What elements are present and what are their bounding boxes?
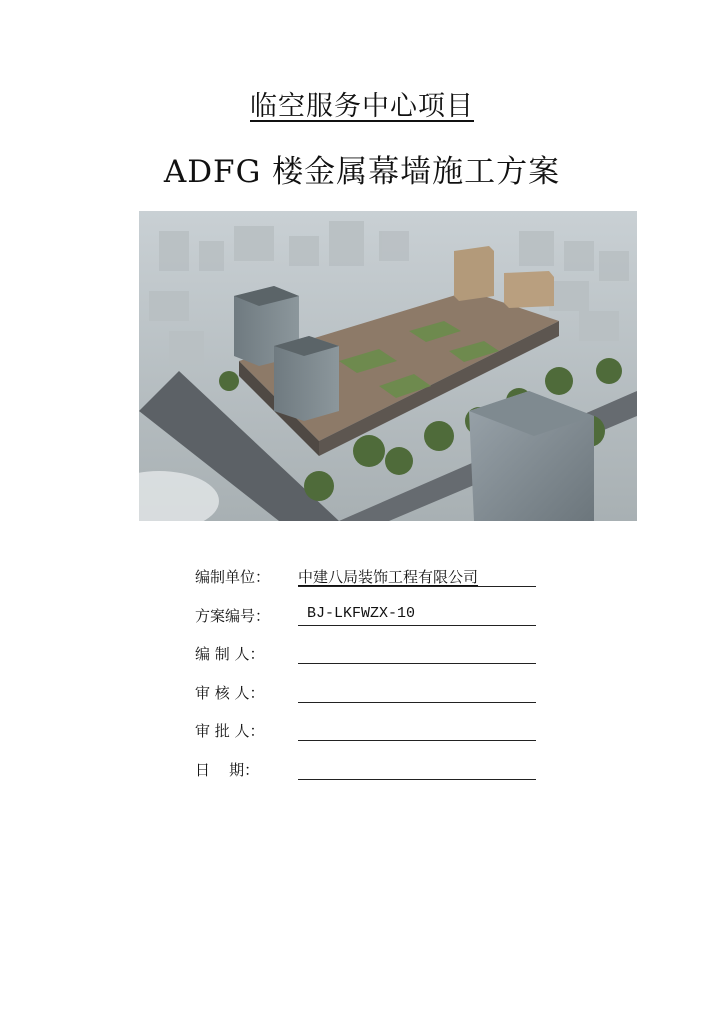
info-label: 编制单位： bbox=[195, 568, 271, 586]
project-title bbox=[0, 84, 724, 123]
project-title-text: 临空服务中心项目 bbox=[250, 91, 474, 122]
approver-field bbox=[298, 720, 536, 741]
document-info-form bbox=[195, 566, 540, 797]
architectural-rendering-image bbox=[139, 211, 637, 521]
info-row-reviewer bbox=[195, 682, 540, 721]
info-row-date bbox=[195, 759, 540, 798]
info-label: 审 批 人： bbox=[195, 722, 265, 740]
plan-number-value: BJ-LKFWZX-10 bbox=[298, 604, 416, 622]
info-label: 方案编号： bbox=[195, 606, 271, 625]
reviewer-field bbox=[298, 682, 536, 703]
date-field bbox=[298, 759, 536, 780]
info-row-compiler bbox=[195, 643, 540, 682]
info-row-approver bbox=[195, 720, 540, 759]
info-row-compiling-unit bbox=[195, 566, 540, 605]
compiler-field bbox=[298, 643, 536, 664]
info-label: 编 制 人： bbox=[195, 645, 265, 663]
aerial-city-rendering bbox=[139, 211, 637, 521]
info-row-plan-number bbox=[195, 605, 540, 644]
compiling-unit-field bbox=[298, 566, 536, 587]
info-label: 审 核 人： bbox=[195, 683, 265, 702]
document-subtitle: ADFG 楼金属幕墙施工方案 bbox=[163, 154, 561, 190]
info-label: 日 期： bbox=[195, 760, 260, 779]
plan-number-field bbox=[298, 605, 536, 626]
compiling-unit-value: 中建八局装饰工程有限公司 bbox=[298, 568, 479, 586]
